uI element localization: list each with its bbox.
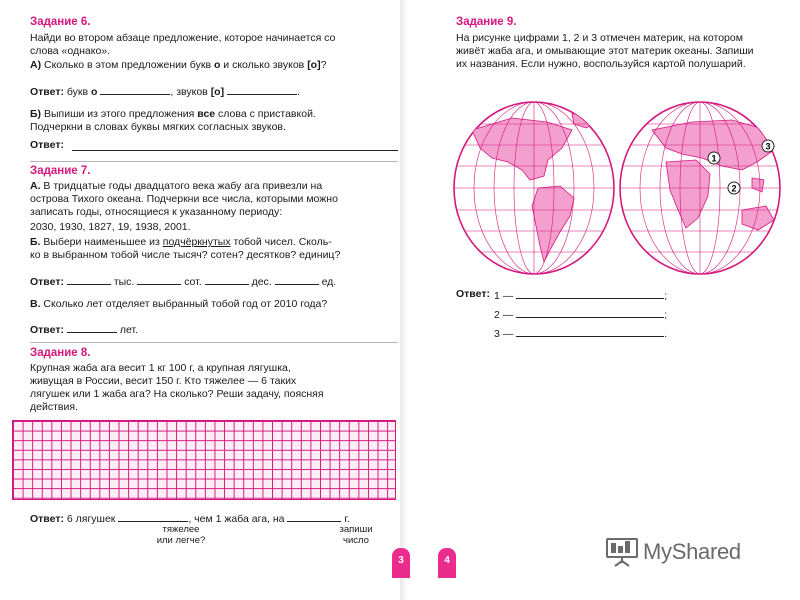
task7-question-v: В. Сколько лет отделяет выбранный тобой год от 2010 года? (30, 298, 328, 310)
task6-b-prefix: Б) (30, 108, 42, 120)
presentation-board-icon (605, 536, 639, 568)
task7-a-line1: А. В тридцатые годы двадцатого века жабу ага привезли на (30, 180, 323, 192)
page-number-left: 3 (392, 548, 410, 578)
svg-text:2: 2 (731, 183, 737, 194)
task7-b-line2: ко в выбранном тобой числе тысяч? сотен? десятков? единиц? (30, 249, 341, 261)
unit-tens: дес. (251, 276, 272, 288)
map-marker-3 (762, 140, 774, 152)
solution-grid[interactable] (12, 420, 396, 500)
task6-answer-sound: [о] (210, 86, 225, 98)
svg-text:3: 3 (765, 141, 771, 152)
task7-numbers: 2030, 1930, 1827, 19, 1938, 2001. (30, 221, 191, 233)
task9-answer-row-1: 1 — ; (494, 290, 668, 302)
task9-line1: На рисунке цифрами 1, 2 и 3 отмечен материк, на котором (456, 32, 743, 44)
task6-intro-line2: слова «однако». (30, 45, 111, 57)
task7-b-prefix: Б. (30, 236, 41, 248)
task7-title: Задание 7. (30, 165, 91, 177)
svg-text:1: 1 (711, 153, 717, 164)
task7-v-prefix: В. (30, 298, 41, 310)
unit-thousands: тыс. (113, 276, 135, 288)
task8-line4: действия. (30, 401, 78, 413)
years-blank[interactable] (67, 322, 117, 333)
task6-answer-sounds-word: , звуков (170, 86, 208, 98)
answer-blank-3[interactable] (516, 326, 664, 337)
task6-answer-b-line[interactable] (72, 150, 398, 151)
task6-b-text1-post: слова с приставкой. (218, 108, 316, 120)
task6-answer-label: Ответ: (30, 86, 64, 98)
myshared-logo[interactable] (605, 536, 741, 568)
task6-answer-a: Ответ: букв о , звуков [о] . (30, 86, 300, 98)
task6-b-text1-pre: Выпиши из этого предложения (43, 108, 195, 120)
task8-title: Задание 8. (30, 347, 91, 359)
task6-a-text2: и сколько звуков (223, 59, 305, 71)
answer-blank-1[interactable] (516, 288, 664, 299)
task8-line3: лягушек или 1 жаба ага? На сколько? Реши задачу, поясняя (30, 388, 324, 400)
task9-answer-row-2: 2 — ; (494, 309, 668, 321)
hint-write-number: запиши число (339, 524, 373, 546)
task7-a-line3: записать годы, относящиеся к указанному периоду: (30, 206, 283, 218)
difference-blank[interactable] (287, 511, 341, 522)
task6-answer-b-label: Ответ: (30, 139, 64, 151)
left-page (8, 0, 404, 600)
task6-a-qmark: ? (320, 59, 327, 71)
western-hemisphere (452, 100, 622, 276)
map-marker-1 (708, 152, 720, 164)
task9-answer-row-3: 3 — . (494, 328, 668, 340)
task6-a-sound: [о] (307, 59, 321, 71)
task6-answer-letters-word: букв (66, 86, 89, 98)
task-separator (30, 161, 398, 162)
eastern-hemisphere (618, 100, 788, 276)
logo-text: MyShared (643, 539, 741, 564)
task9-title: Задание 9. (456, 16, 517, 28)
task7-a-line2: острова Тихого океана. Подчеркни все числа, которыми можно (30, 193, 338, 205)
task6-question-b (30, 108, 316, 122)
task9-line2: живёт жаба ага, и омывающие этот материк океаны. Запиши (456, 45, 754, 57)
heavier-lighter-blank[interactable] (118, 511, 188, 522)
task8-answer: Ответ: 6 лягушек , чем 1 жаба ага, на г. (30, 513, 350, 525)
answer-blank-2[interactable] (516, 307, 664, 318)
right-page (412, 0, 796, 600)
page-number-right: 4 (438, 548, 456, 578)
map-marker-2 (728, 182, 740, 194)
task6-a-text1: Сколько в этом предложении букв (44, 59, 212, 71)
thousands-blank[interactable] (67, 274, 111, 285)
task6-letters-blank[interactable] (100, 84, 170, 95)
task6-answer-letter: о (91, 86, 98, 98)
ones-blank[interactable] (275, 274, 319, 285)
task7-a-prefix: А. (30, 180, 41, 192)
task6-sounds-blank[interactable] (227, 84, 297, 95)
task7-answer-v: Ответ: лет. (30, 324, 138, 336)
tens-blank[interactable] (205, 274, 249, 285)
unit-years: лет. (119, 324, 138, 336)
task9-answer-label: Ответ: (456, 288, 490, 300)
task6-intro-line1: Найди во втором абзаце предложение, которое начинается со (30, 32, 336, 44)
unit-ones: ед. (321, 276, 337, 288)
book-gutter (400, 0, 412, 600)
task6-question-a (30, 59, 326, 73)
hint-heavier-lighter: тяжелее или легче? (156, 524, 206, 546)
task-separator (30, 342, 398, 343)
unit-hundreds: сот. (184, 276, 202, 288)
task7-b-underlined-word: подчёркнутых (162, 236, 231, 248)
hundreds-blank[interactable] (137, 274, 181, 285)
task6-a-letter: о (213, 59, 221, 71)
task8-line1: Крупная жаба ага весит 1 кг 100 г, а крупная лягушка, (30, 362, 291, 374)
task6-a-prefix: А) (30, 59, 42, 71)
task6-b-line2: Подчеркни в словах буквы мягких согласных звуков. (30, 121, 286, 133)
task7-answer-b: Ответ: тыс. сот. дес. ед. (30, 276, 337, 288)
task7-b-line1: Б. Выбери наименьшее из подчёркнутых тобой чисел. Сколь- (30, 236, 332, 248)
task9-line3: их названия. Если нужно, воспользуйся картой полушарий. (456, 58, 746, 70)
hemispheres-map (452, 100, 792, 280)
task6-title: Задание 6. (30, 16, 91, 28)
task6-b-text1-bold: все (197, 108, 216, 120)
task8-line2: живущая в России, весит 150 г. Кто тяжелее — 6 таких (30, 375, 297, 387)
